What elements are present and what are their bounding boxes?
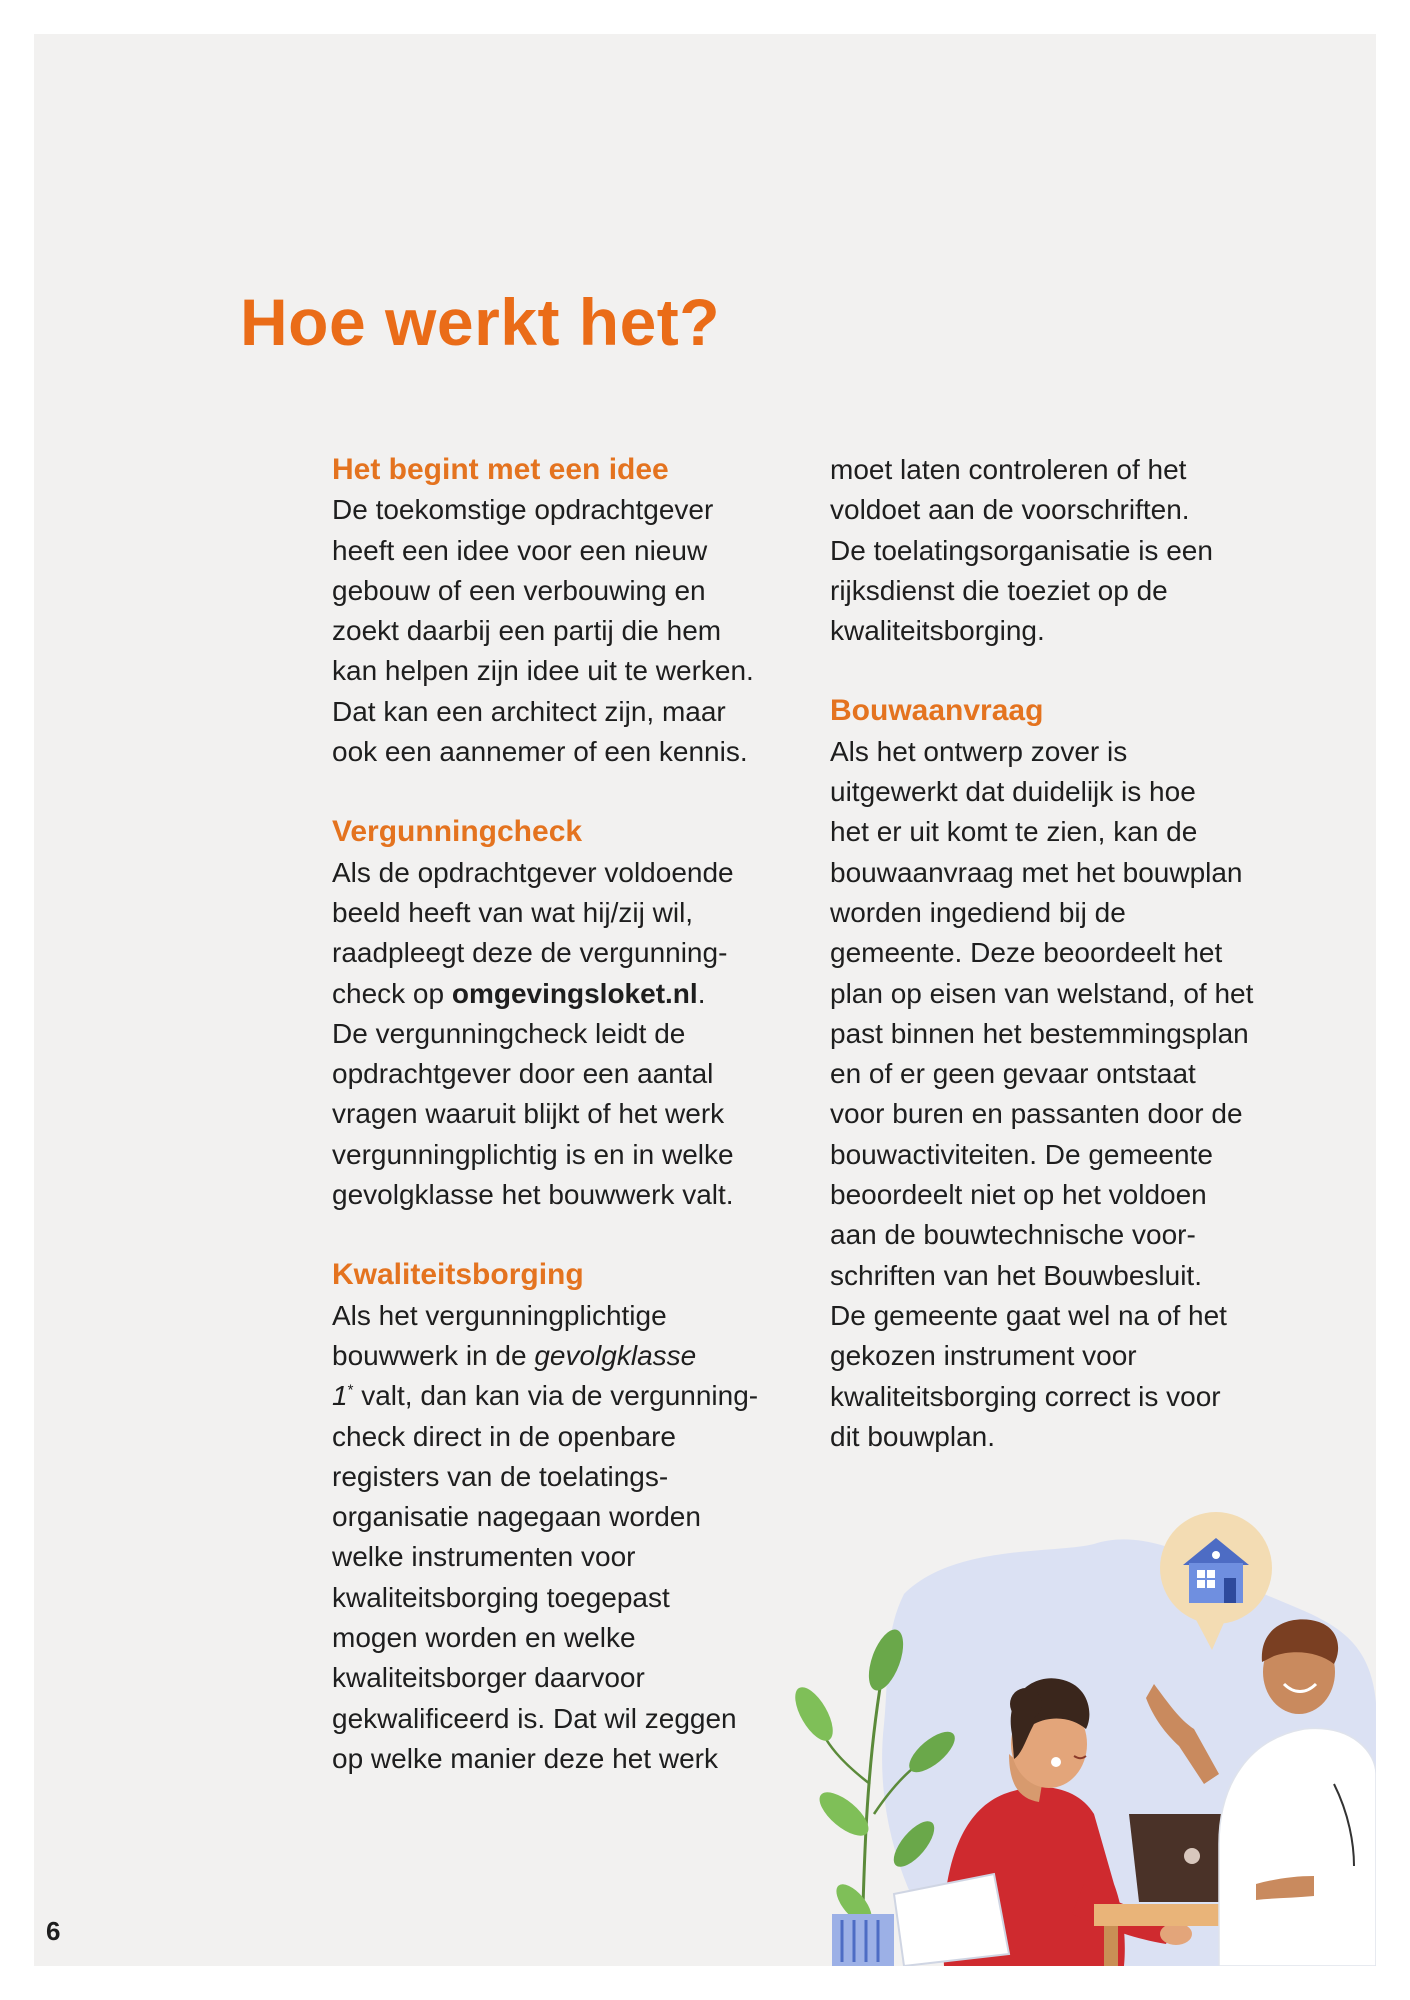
text-line: bouwactiviteiten. De gemeente	[830, 1138, 1213, 1170]
text-line: gekwalificeerd is. Dat wil zeggen	[332, 1702, 737, 1734]
text-line: kwaliteitsborger daarvoor	[332, 1662, 645, 1694]
text-line: kwaliteitsborging toegepast	[332, 1581, 670, 1613]
section-continuation	[830, 450, 1300, 651]
text-line: en of er geen gevaar ontstaat	[830, 1058, 1196, 1090]
text-line: beeld heeft van wat hij/zij wil,	[332, 896, 694, 928]
text-line: registers van de toelatings-	[332, 1460, 669, 1492]
text-line: moet laten controleren of het	[830, 454, 1187, 485]
omgevingsloket-link[interactable]: omgevingsloket.nl	[451, 977, 698, 1009]
right-column	[830, 450, 1300, 1497]
text-line: gekozen instrument voor	[830, 1340, 1137, 1372]
text-line	[332, 1376, 802, 1416]
section-body-idee	[332, 490, 802, 772]
text-line: voldoet aan de voorschriften.	[830, 494, 1190, 526]
continuation-body	[830, 450, 1300, 651]
text-line: vragen waaruit blijkt of het werk	[332, 1098, 725, 1130]
text-line: past binnen het bestemmingsplan	[830, 1017, 1249, 1049]
text-line: worden ingediend bij de	[830, 896, 1126, 928]
section-idee	[332, 450, 802, 772]
section-body-kwaliteitsborging	[332, 1296, 802, 1780]
text-line: plan op eisen van welstand, of het	[830, 977, 1254, 1009]
section-heading-bouwaanvraag: Bouwaanvraag	[830, 694, 1044, 728]
text-line: beoordeelt niet op het voldoen	[830, 1179, 1207, 1211]
section-heading-idee: Het begint met een idee	[332, 453, 669, 486]
text-line: kwaliteitsborging correct is voor	[830, 1380, 1221, 1412]
text-line: raadpleegt deze de vergunning-	[332, 937, 728, 969]
text-line: Als het ontwerp zover is	[830, 735, 1128, 767]
text-line: uitgewerkt dat duidelijk is hoe	[830, 776, 1196, 808]
gevolgklasse-term: gevolgklasse	[534, 1339, 697, 1371]
page-sheet	[34, 34, 1376, 1966]
text-line: De gemeente gaat wel na of het	[830, 1299, 1227, 1331]
section-heading-vergunningcheck: Vergunningcheck	[332, 815, 583, 849]
text-line: het er uit komt te zien, kan de	[830, 816, 1198, 848]
gevolgklasse-number: 1	[332, 1380, 348, 1412]
text-fragment: check op	[332, 977, 452, 1009]
text-fragment: .	[697, 977, 706, 1009]
text-line: Als het vergunningplichtige	[332, 1299, 667, 1331]
text-line: opdrachtgever door een aantal	[332, 1058, 714, 1090]
left-column	[332, 450, 802, 1819]
text-line: zoekt daarbij een partij die hem	[332, 615, 722, 647]
text-line: check direct in de openbare	[332, 1420, 676, 1452]
section-body-bouwaanvraag	[830, 732, 1300, 1457]
text-line: heeft een idee voor een nieuw	[332, 534, 708, 566]
page-number: 6	[46, 1916, 61, 1946]
text-line: mogen worden en welke	[332, 1622, 636, 1654]
text-line: De toelatingsorganisatie is een	[830, 534, 1213, 566]
text-line	[332, 1336, 802, 1376]
text-line	[332, 974, 802, 1014]
text-line: schriften van het Bouwbesluit.	[830, 1259, 1202, 1291]
text-line: bouwaanvraag met het bouwplan	[830, 856, 1243, 888]
text-line: dit bouwplan.	[830, 1420, 996, 1452]
text-line: organisatie nagegaan worden	[332, 1501, 701, 1533]
text-line: kan helpen zijn idee uit te werken.	[332, 655, 754, 687]
text-line: Als de opdrachtgever voldoende	[332, 856, 734, 888]
text-line: kwaliteitsborging.	[830, 615, 1045, 647]
section-vergunningcheck	[332, 812, 802, 1215]
text-line: aan de bouwtechnische voor-	[830, 1219, 1196, 1251]
text-fragment: bouwwerk in de	[332, 1339, 535, 1371]
text-line: welke instrumenten voor	[332, 1541, 636, 1573]
meeting-illustration	[794, 1484, 1376, 1966]
section-body-vergunningcheck	[332, 853, 802, 1216]
section-bouwaanvraag	[830, 691, 1300, 1457]
text-line: vergunningplichtig is en in welke	[332, 1138, 734, 1170]
text-line: De toekomstige opdrachtgever	[332, 494, 714, 526]
text-line: gebouw of een verbouwing en	[332, 574, 706, 606]
text-line: De vergunningcheck leidt de	[332, 1017, 686, 1049]
section-heading-kwaliteitsborging: Kwaliteitsborging	[332, 1258, 584, 1292]
text-line: rijksdienst die toeziet op de	[830, 574, 1168, 606]
text-line: gemeente. Deze beoordeelt het	[830, 937, 1223, 969]
text-line: voor buren en passanten door de	[830, 1098, 1243, 1130]
text-line: gevolgklasse het bouwwerk valt.	[332, 1179, 734, 1211]
footnote-marker: *	[347, 1381, 354, 1399]
page-title: Hoe werkt het?	[240, 285, 721, 359]
section-kwaliteitsborging	[332, 1255, 802, 1779]
text-fragment: valt, dan kan via de vergunning-	[353, 1380, 759, 1412]
text-line: op welke manier deze het werk	[332, 1742, 718, 1774]
text-line: ook een aannemer of een kennis.	[332, 736, 748, 768]
text-line: Dat kan een architect zijn, maar	[332, 695, 726, 727]
